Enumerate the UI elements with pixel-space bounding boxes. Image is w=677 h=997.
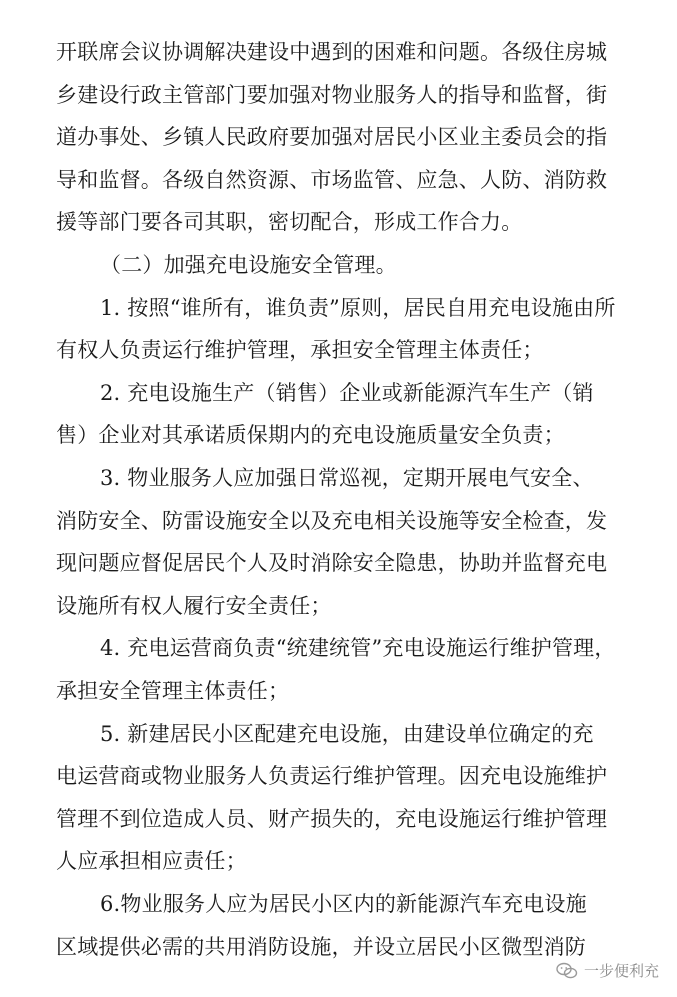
text-line-8: 有权人负责运行维护管理，承担安全管理主体责任； xyxy=(56,338,544,363)
text-line-16: 承担安全管理主体责任； xyxy=(56,679,290,703)
watermark-text: 一步便利充 xyxy=(583,962,659,980)
text-line-1: 开联席会议协调解决建设中遇到的困难和问题。各级住房城 xyxy=(56,40,608,64)
text-line-5: 援等部门要各司其职，密切配合，形成工作合力。 xyxy=(56,210,523,235)
watermark xyxy=(556,960,659,981)
text-line-4: 导和监督。各级自然资源、市场监管、应急、人防、消防救 xyxy=(56,167,608,192)
section-heading: （二）加强充电设施安全管理。 xyxy=(100,253,397,277)
text-line-17: 5. 新建居民小区配建充电设施，由建设单位确定的充 xyxy=(100,721,594,746)
text-line-20: 人应承担相应责任； xyxy=(56,849,247,874)
text-line-22: 区域提供必需的共用消防设施，并设立居民小区微型消防 xyxy=(56,934,586,959)
text-line-3: 道办事处、乡镇人民政府要加强对居民小区业主委员会的指 xyxy=(56,125,608,150)
text-line-9: 2. 充电设施生产（销售）企业或新能源汽车生产（销 xyxy=(100,380,594,405)
text-line-13: 现问题应督促居民个人及时消除安全隐患，协助并监督充电 xyxy=(56,551,608,576)
text-line-21: 6.物业服务人应为居民小区内的新能源汽车充电设施 xyxy=(100,892,587,916)
text-line-14: 设施所有权人履行安全责任； xyxy=(56,593,332,618)
text-line-18: 电运营商或物业服务人负责运行维护管理。因充电设施维护 xyxy=(56,764,608,789)
text-line-11: 3. 物业服务人应加强日常巡视，定期开展电气安全、 xyxy=(100,466,594,490)
text-line-15: 4. 充电运营商负责“统建统管”充电设施运行维护管理， xyxy=(100,636,616,661)
text-line-7: 1. 按照“谁所有，谁负责”原则，居民自用充电设施由所 xyxy=(100,295,616,320)
text-line-19: 管理不到位造成人员、财产损失的，充电设施运行维护管理 xyxy=(56,806,608,831)
text-line-12: 消防安全、防雷设施安全以及充电相关设施等安全检查，发 xyxy=(56,508,608,533)
text-line-10: 售）企业对其承诺质保期内的充电设施质量安全负责； xyxy=(56,423,565,448)
wechat-icon xyxy=(556,962,578,980)
text-line-2: 乡建设行政主管部门要加强对物业服务人的指导和监督，街 xyxy=(56,82,608,107)
